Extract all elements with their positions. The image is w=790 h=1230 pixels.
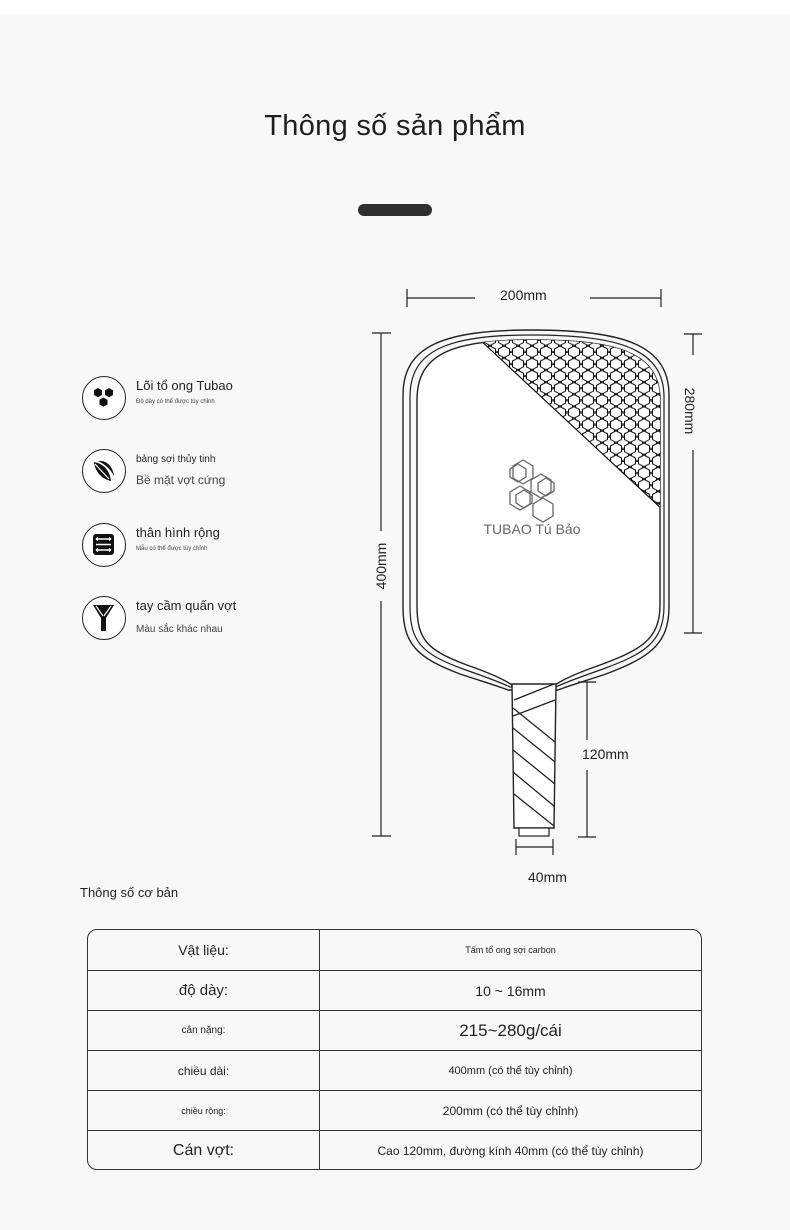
spec-value: 10 ~ 16mm <box>475 982 546 999</box>
page-title: Thông số sản phẩm <box>264 110 526 142</box>
spec-value: 400mm (có thể tùy chỉnh) <box>448 1064 573 1077</box>
table-row <box>88 1090 701 1130</box>
spec-table <box>87 929 702 1170</box>
feature-title: tay cầm quấn vợt <box>136 598 237 613</box>
feature-title: Lõi tổ ong Tubao <box>136 378 233 393</box>
spec-value: 215~280g/cái <box>459 1020 562 1040</box>
total-length-dimension-label: 400mm <box>373 531 389 601</box>
table-row <box>88 1010 701 1050</box>
spec-key: Cán vợt: <box>172 1141 235 1159</box>
handle-length-dimension-label: 120mm <box>582 746 629 762</box>
table-row <box>88 1130 701 1170</box>
feature-title: thân hình rộng <box>136 525 220 540</box>
feature-subtitle: Mẫu có thể được tùy chỉnh <box>136 546 208 552</box>
face-height-dimension-label: 280mm <box>682 376 698 446</box>
spec-value: Tấm tổ ong sợi carbon <box>465 945 556 955</box>
table-row <box>88 930 701 970</box>
feature-subtitle: Bề mặt vợt cứng <box>136 473 226 487</box>
spec-key: Vật liệu: <box>178 942 229 958</box>
spec-key: độ dày: <box>178 982 229 999</box>
table-row <box>88 1050 701 1090</box>
brand-logo-text: TUBAO Tú Bảo <box>483 521 581 537</box>
table-row <box>88 970 701 1010</box>
spec-key: cân nặng: <box>181 1025 226 1036</box>
spec-value: Cao 120mm, đường kính 40mm (có thể tùy chỉnh) <box>377 1143 644 1158</box>
feature-subtitle: Độ dày có thể được tùy chỉnh <box>136 399 215 405</box>
feature-subtitle: Màu sắc khác nhau <box>136 624 223 635</box>
spec-value: 200mm (có thể tùy chỉnh) <box>442 1103 579 1118</box>
feature-title: bảng sợi thủy tinh <box>136 454 216 465</box>
handle-diameter-dimension-label: 40mm <box>528 869 567 885</box>
basic-specs-title: Thông số cơ bản <box>80 885 179 900</box>
spec-key: chiều dài: <box>177 1063 230 1078</box>
spec-key: chiều rộng: <box>181 1105 226 1116</box>
width-dimension-label: 200mm <box>500 287 547 303</box>
